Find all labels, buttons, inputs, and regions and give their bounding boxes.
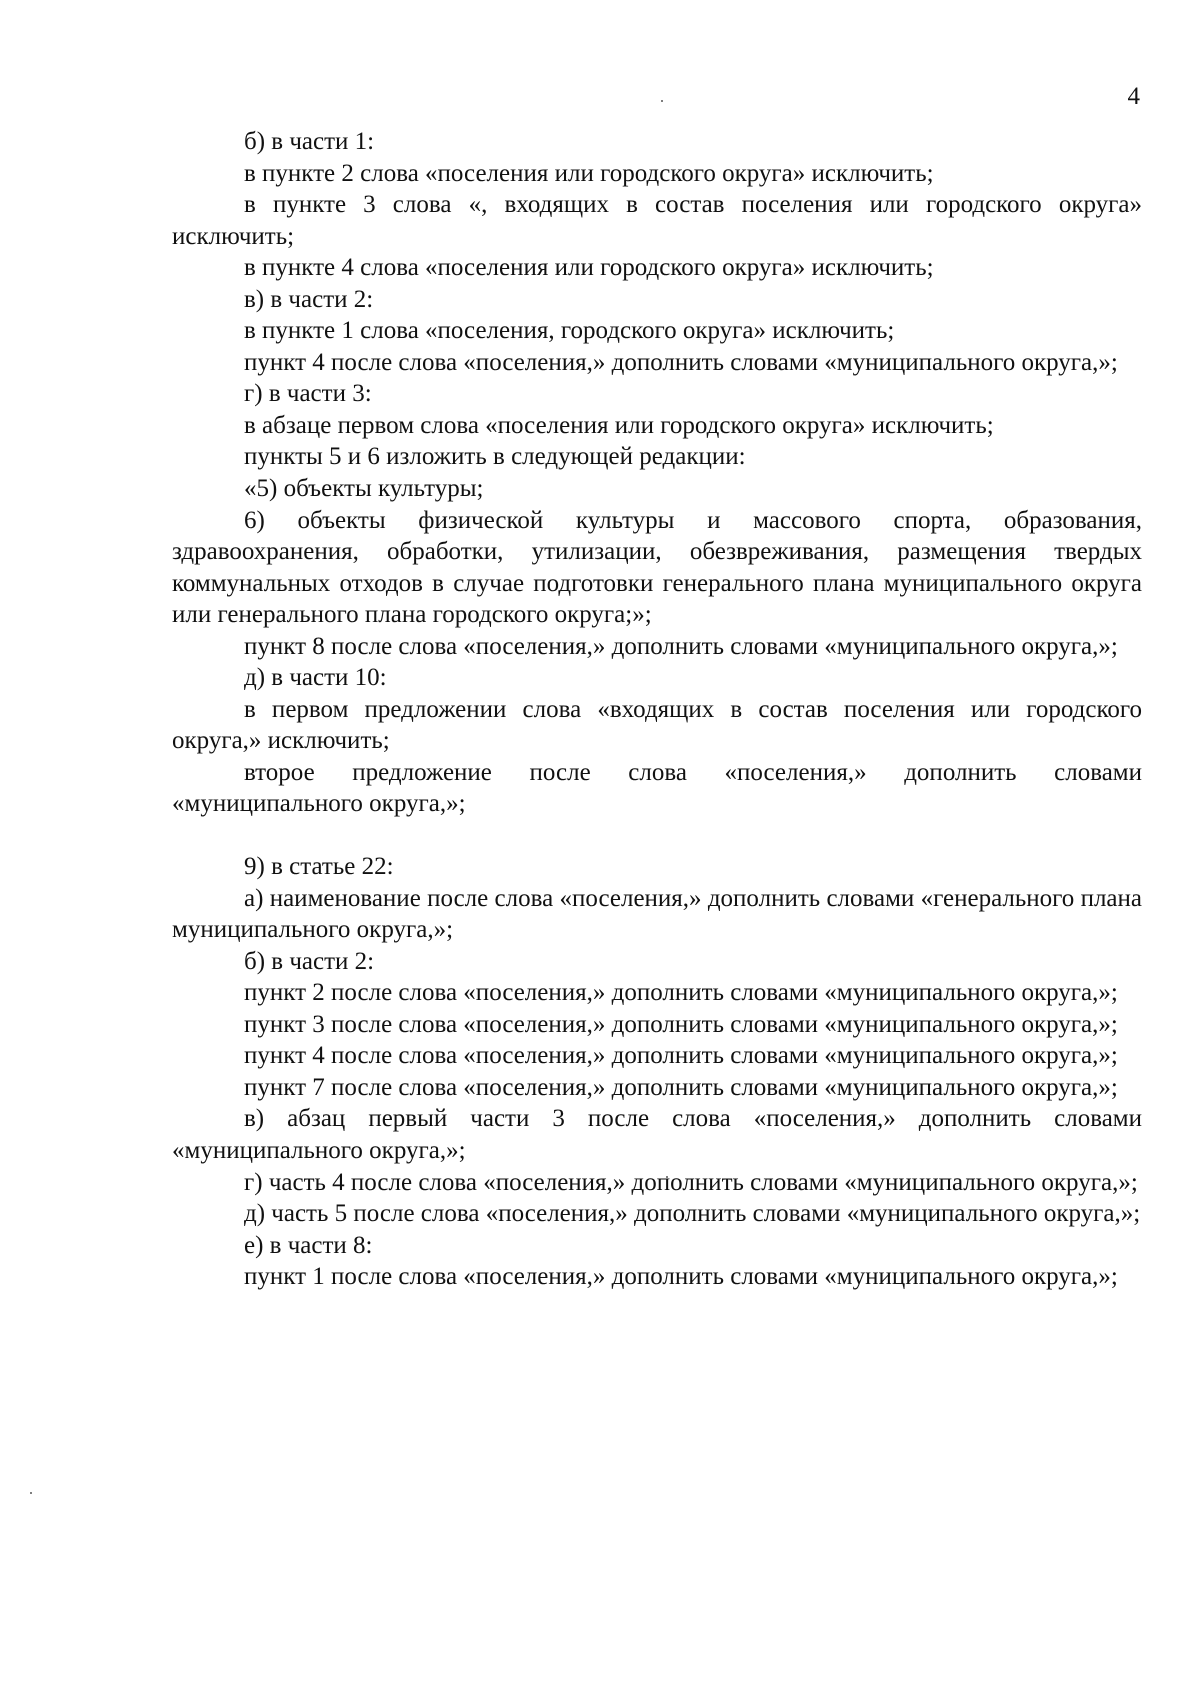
paragraph: в) абзац первый части 3 после слова «поселения,» дополнить словами «муниципального округа,»; xyxy=(172,1105,1142,1164)
scan-speck xyxy=(30,1492,32,1494)
document-body xyxy=(172,126,1142,1293)
paragraph: пункт 7 после слова «поселения,» дополнить словами «муниципального округа,»; xyxy=(244,1073,1118,1101)
paragraph: пункт 4 после слова «поселения,» дополнить словами «муниципального округа,»; xyxy=(244,1042,1118,1070)
paragraph: «5) объекты культуры; xyxy=(244,475,484,503)
paragraph: б) в части 1: xyxy=(244,128,375,155)
paragraph: пункт 4 после слова «поселения,» дополнить словами «муниципального округа,»; xyxy=(244,348,1118,376)
paragraph: второе предложение после слова «поселения,» дополнить словами «муниципального округа,»; xyxy=(172,758,1142,818)
paragraph: в первом предложении слова «входящих в состав поселения или городского округа,» исключить; xyxy=(172,695,1142,755)
paragraph: в пункте 4 слова «поселения или городского округа» исключить; xyxy=(244,254,934,282)
paragraph: пункт 8 после слова «поселения,» дополнить словами «муниципального округа,»; xyxy=(244,632,1118,660)
paragraph: 6) объекты физической культуры и массового спорта, образования, здравоохранения, обработки, утилизации, обезвреживания, размещения твердых коммунальных отходов в случае подготовки генерального плана муниципального округа или генерального плана городского округа;»; xyxy=(172,506,1142,629)
paragraph: д) часть 5 после слова «поселения,» дополнить словами «муниципального округа,»; xyxy=(244,1200,1141,1228)
paragraph: пункт 2 после слова «поселения,» дополнить словами «муниципального округа,»; xyxy=(244,979,1118,1007)
paragraph: д) в части 10: xyxy=(244,664,387,692)
paragraph: в абзаце первом слова «поселения или городского округа» исключить; xyxy=(244,411,994,439)
paragraph: пункт 3 после слова «поселения,» дополнить словами «муниципального округа,»; xyxy=(244,1010,1118,1038)
paragraph: а) наименование после слова «поселения,» дополнить словами «генерального плана муниципального округа,»; xyxy=(172,884,1142,944)
paragraph: г) в части 3: xyxy=(244,380,372,408)
paragraph: е) в части 8: xyxy=(244,1231,373,1259)
paragraph: б) в части 2: xyxy=(244,947,375,975)
paragraph: г) часть 4 после слова «поселения,» дополнить словами «муниципального округа,»; xyxy=(244,1168,1138,1196)
paragraph: в) в части 2: xyxy=(244,285,374,313)
section-heading: 9) в статье 22: xyxy=(244,853,394,881)
paragraph: пункты 5 и 6 изложить в следующей редакции: xyxy=(244,443,746,471)
paragraph: в пункте 1 слова «поселения, городского округа» исключить; xyxy=(244,317,895,345)
paragraph: в пункте 3 слова «, входящих в состав поселения или городского округа» исключить; xyxy=(172,191,1142,250)
scan-speck xyxy=(661,100,663,102)
paragraph: в пункте 2 слова «поселения или городского округа» исключить; xyxy=(244,159,934,187)
paragraph: пункт 1 после слова «поселения,» дополнить словами «муниципального округа,»; xyxy=(244,1263,1118,1291)
page-number: 4 xyxy=(1127,83,1140,110)
